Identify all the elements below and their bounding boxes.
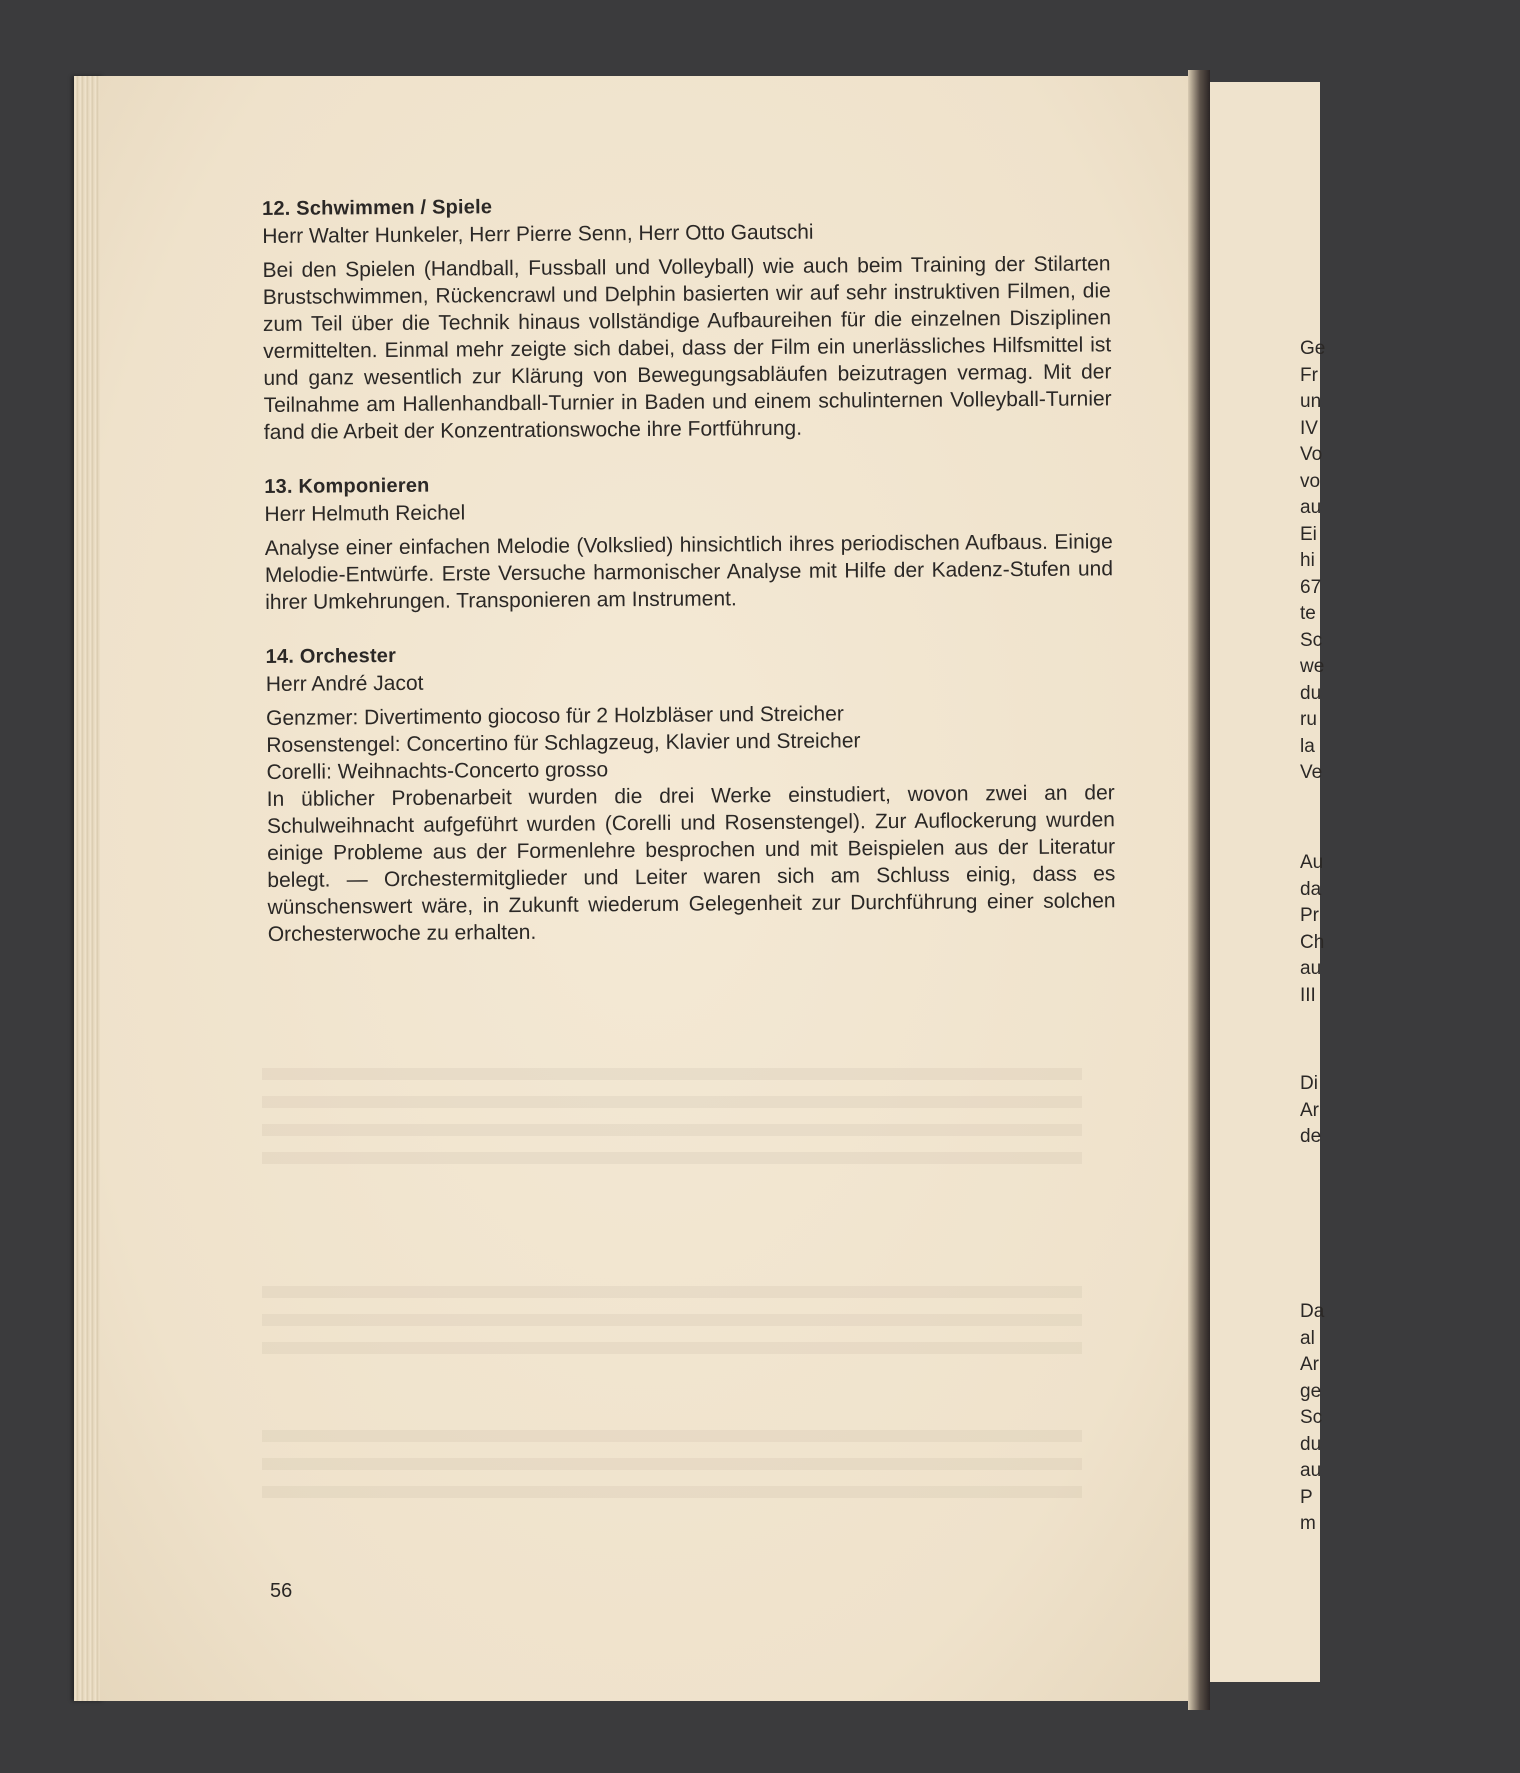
right-fragment: ru bbox=[1300, 709, 1317, 730]
section-body bbox=[266, 698, 1116, 948]
repertoire-list bbox=[266, 698, 1115, 786]
show-through-line bbox=[262, 1068, 1082, 1080]
section-paragraph: Bei den Spielen (Handball, Fussball und Volleyball) wie auch beim Training der Stilarten Brustschwimmen, Rückencrawl und Delphin basierten wir auf sehr instruktiven Filmen, die zum Teil über die Technik hinaus vollständige Aufbaureihen für die einzelnen Disziplinen vermittelten. Einmal mehr zeigte sich dabei, dass der Film ein unerlässliches Hilfsmittel ist und ganz wesentlich zur Klärung von Bewegungsabläufen beizutragen vermag. Mit der Teilnahme am Hallenhandball-Turnier in Baden und einem schulinternen Volleyball-Turnier fand die Arbeit der Konzentrationswoche ihre Fortführung. bbox=[262, 252, 1112, 444]
right-fragment: al bbox=[1300, 1328, 1315, 1349]
show-through-line bbox=[262, 1430, 1082, 1442]
repertoire-item: Rosenstengel: Concertino für Schlagzeug, Klavier und Streicher bbox=[266, 729, 861, 757]
section-paragraph: In üblicher Probenarbeit wurden die drei Werke einstudiert, wovon zwei an der Schulweihnacht aufgeführt wurden (Corelli und Rosenstengel). Zur Auflockerung wurden einige Probleme aus der Formenlehre besprochen und mit Beispielen aus der Literatur belegt. — Orchestermitglieder und Leiter waren sich am Schluss einig, dass es wünschenswert wäre, in Zukunft wiederum Gelegenheit zur Durchführung einer solchen Orchesterwoche zu erhalten. bbox=[266, 781, 1116, 946]
right-fragment: m bbox=[1300, 1513, 1316, 1534]
section-title: 12. Schwimmen / Spiele bbox=[262, 196, 493, 220]
section-body bbox=[265, 528, 1114, 616]
right-fragment: 67 bbox=[1300, 577, 1322, 598]
book-gutter bbox=[1188, 70, 1210, 1710]
right-fragment: au bbox=[1300, 1460, 1322, 1481]
right-fragment: da bbox=[1300, 879, 1322, 900]
right-fragment: Sc bbox=[1300, 630, 1323, 651]
right-fragment: vo bbox=[1300, 471, 1321, 492]
show-through-line bbox=[262, 1096, 1082, 1108]
section-paragraph: Analyse einer einfachen Melodie (Volkslied) hinsichtlich ihres periodischen Aufbaus. Einige Melodie-Entwürfe. Erste Versuche harmonischer Analyse mit Hilfe der Kadenz-Stufen und ihrer Umkehrungen. Transponieren am Instrument. bbox=[264, 530, 1114, 614]
right-fragment: Ge bbox=[1300, 338, 1326, 359]
right-fragment: Ar bbox=[1300, 1100, 1319, 1121]
right-fragment: ge bbox=[1300, 1381, 1322, 1402]
section-komponieren bbox=[264, 467, 1113, 616]
right-fragment: Ch bbox=[1300, 932, 1325, 953]
right-fragment: Ve bbox=[1300, 762, 1323, 783]
section-teachers: Herr André Jacot bbox=[265, 671, 424, 696]
right-fragment: au bbox=[1300, 958, 1322, 979]
right-fragment: Au bbox=[1300, 852, 1324, 873]
section-orchester bbox=[266, 637, 1116, 948]
right-fragment: Da bbox=[1300, 1301, 1325, 1322]
right-fragment: IV bbox=[1300, 418, 1318, 439]
section-body bbox=[262, 250, 1111, 446]
right-fragment: Ei bbox=[1300, 524, 1317, 545]
right-fragment: Fr bbox=[1300, 365, 1318, 386]
section-teachers: Herr Walter Hunkeler, Herr Pierre Senn, Herr Otto Gautschi bbox=[262, 220, 814, 248]
show-through-line bbox=[262, 1152, 1082, 1164]
right-fragment: Vo bbox=[1300, 444, 1323, 465]
right-fragment: te bbox=[1300, 603, 1316, 624]
show-through-line bbox=[262, 1314, 1082, 1326]
show-through-line bbox=[262, 1124, 1082, 1136]
right-fragment: du bbox=[1300, 683, 1322, 704]
repertoire-item: Corelli: Weihnachts-Concerto grosso bbox=[266, 758, 609, 784]
right-fragment: hi bbox=[1300, 550, 1315, 571]
section-title: 13. Komponieren bbox=[264, 474, 430, 498]
section-title: 14. Orchester bbox=[265, 644, 397, 668]
section-schwimmen-spiele bbox=[262, 189, 1112, 446]
right-fragment: P bbox=[1300, 1487, 1313, 1508]
show-through-line bbox=[262, 1458, 1082, 1470]
show-through-line bbox=[262, 1486, 1082, 1498]
right-fragment: du bbox=[1300, 1434, 1322, 1455]
repertoire-item: Genzmer: Divertimento giocoso für 2 Holzbläser und Streicher bbox=[266, 702, 844, 730]
page-content bbox=[262, 189, 1116, 976]
show-through-line bbox=[262, 1342, 1082, 1354]
right-fragment: au bbox=[1300, 497, 1322, 518]
page-number: 56 bbox=[270, 1580, 293, 1602]
right-fragment: Di bbox=[1300, 1073, 1318, 1094]
right-fragment: de bbox=[1300, 1126, 1322, 1147]
right-page bbox=[1210, 82, 1326, 1682]
right-fragment: la bbox=[1300, 736, 1315, 757]
show-through-line bbox=[262, 1286, 1082, 1298]
right-fragment: we bbox=[1300, 656, 1325, 677]
right-fragment: Sc bbox=[1300, 1407, 1323, 1428]
right-fragment: un bbox=[1300, 391, 1322, 412]
section-teachers: Herr Helmuth Reichel bbox=[264, 501, 466, 526]
right-fragment: Ar bbox=[1300, 1354, 1319, 1375]
right-fragment: Pr bbox=[1300, 905, 1319, 926]
right-fragment: III bbox=[1300, 985, 1316, 1006]
